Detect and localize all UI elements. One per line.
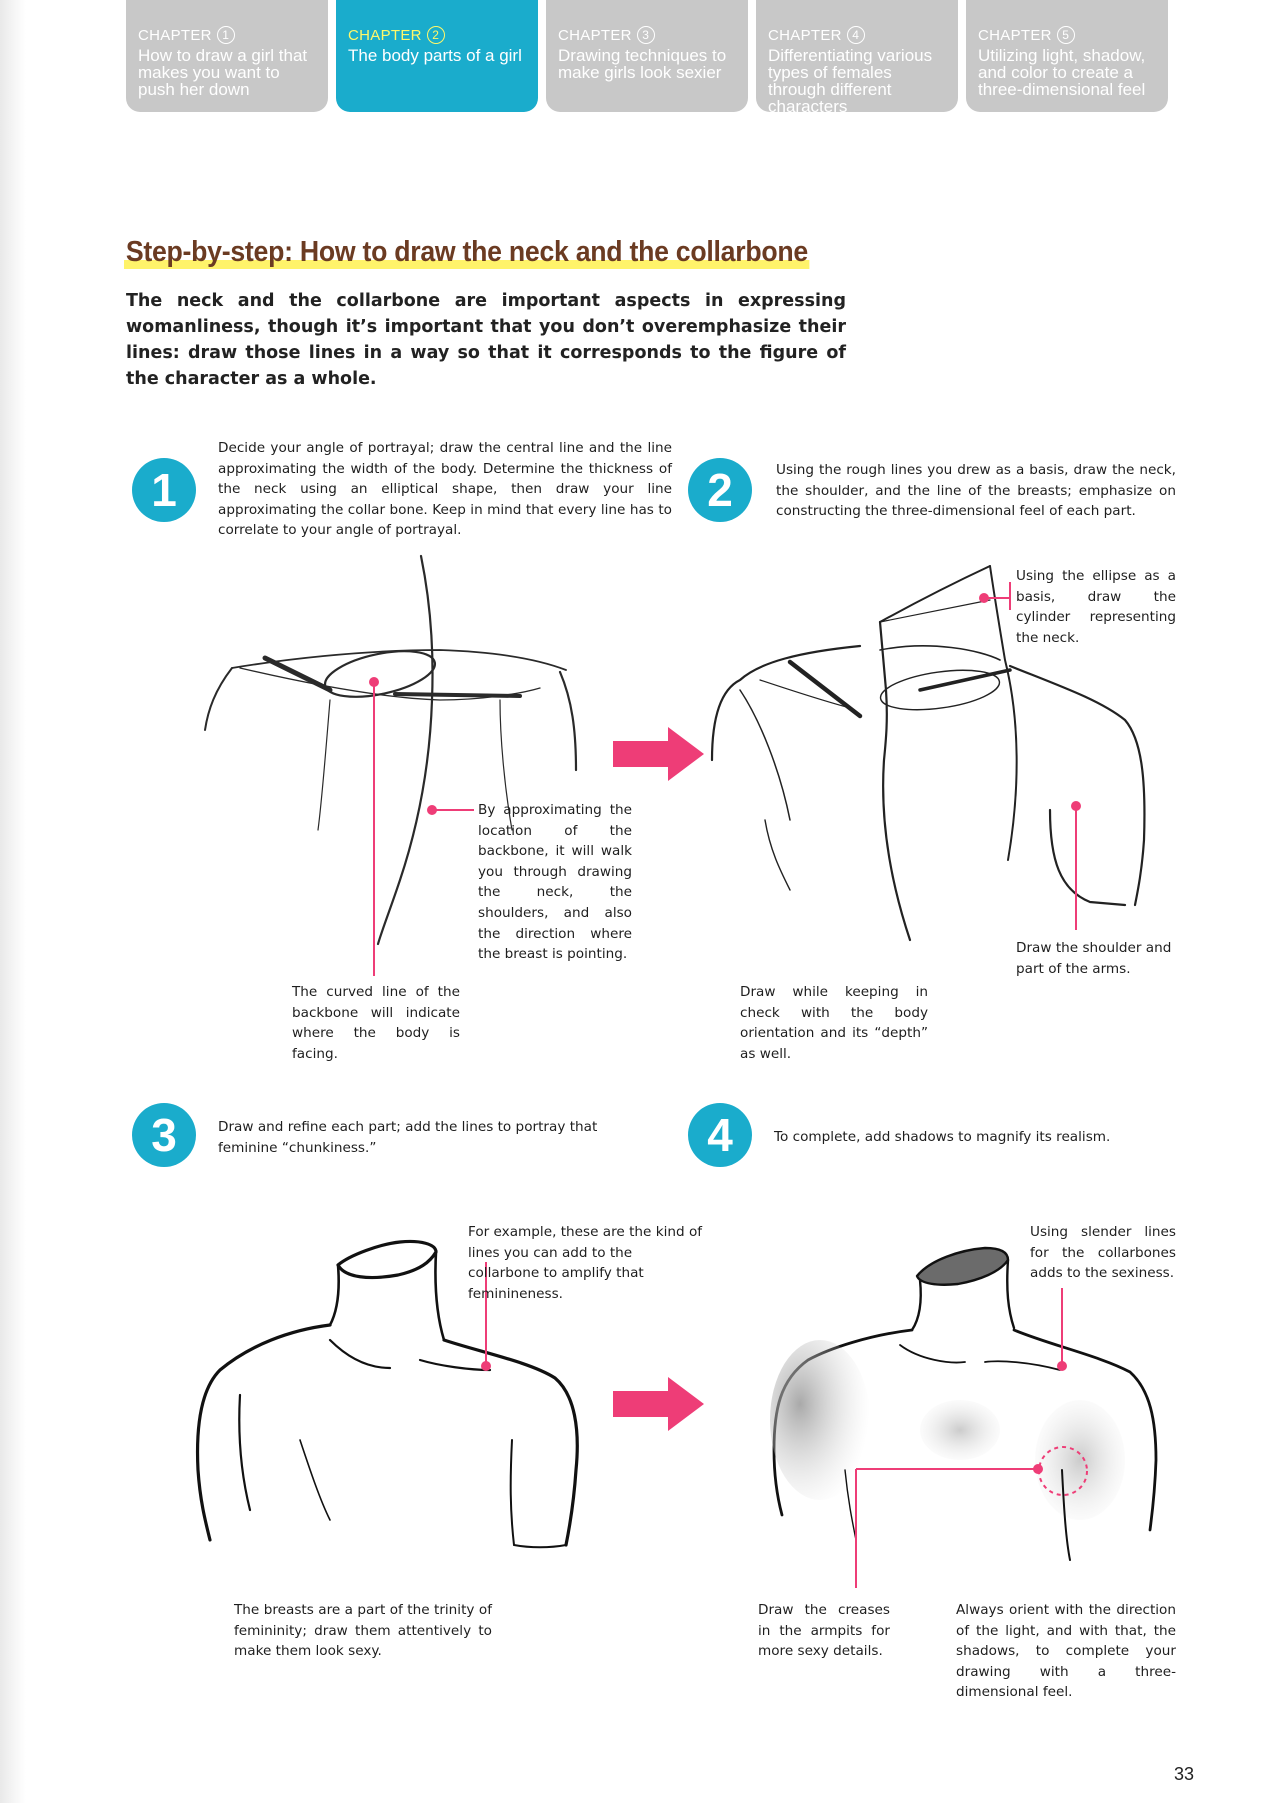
chapter-title: Drawing techniques to make girls look sexier: [558, 46, 727, 82]
chapter-tab-2[interactable]: [336, 0, 538, 112]
chapter-label: CHAPTER 4: [768, 26, 946, 44]
chapter-tab-1[interactable]: [126, 0, 328, 112]
step-1-badge: 1: [132, 458, 196, 522]
step-3-text: Draw and refine each part; add the lines to portray that feminine “chunkiness.”: [218, 1119, 598, 1156]
step-4-text: To complete, add shadows to magnify its realism.: [774, 1129, 1111, 1145]
note-creases: Draw the creases in the armpits for more sexy details.: [758, 1602, 890, 1660]
note-collarbone-lines: For example, these are the kind of lines you can add to the collarbone to amplify that feminineness.: [468, 1224, 703, 1302]
step-4-badge: 4: [688, 1103, 752, 1167]
note-shoulder-arms: Draw the shoulder and part of the arms.: [1016, 940, 1172, 977]
chapter-number: 5: [1057, 26, 1075, 44]
step-2-text: Using the rough lines you drew as a basis, draw the neck, the shoulder, and the line of the breasts; emphasize on constructing the three-dimensional feel of each part.: [776, 462, 1176, 520]
page-number: 33: [1174, 1764, 1195, 1784]
step-2-badge: 2: [688, 458, 752, 522]
note-orientation: Draw while keeping in check with the body orientation and its “depth” as well.: [740, 984, 928, 1062]
note-breasts: The breasts are a part of the trinity of femininity; draw them attentively to make them look sexy.: [234, 1602, 492, 1660]
section-heading: Step-by-step: How to draw the neck and the collarbone: [125, 236, 808, 268]
chapter-label: CHAPTER 3: [558, 26, 736, 44]
arrow-step-1-2: [613, 727, 704, 781]
chapter-label: CHAPTER 1: [138, 26, 316, 44]
chapter-tab-4[interactable]: [756, 0, 958, 116]
chapter-tab-5[interactable]: [966, 0, 1168, 112]
note-backbone-location: By approximating the location of the backbone, it will walk you through drawing the neck, the shoulders, and also the direction where the breast is pointing.: [478, 802, 632, 963]
intro-paragraph: The neck and the collarbone are important aspects in expressing womanliness, though it’s important that you don’t overemphasize their lines: draw those lines in a way so that it corresponds to the figure of the character as a whole.: [126, 291, 846, 389]
chapter-number: 1: [217, 26, 235, 44]
chapter-label: CHAPTER 2: [348, 26, 526, 44]
step-3-badge: 3: [132, 1103, 196, 1167]
callouts: [370, 582, 1087, 1588]
chapter-number: 3: [637, 26, 655, 44]
note-light: Always orient with the direction of the light, and with that, the shadows, to complete your drawing with a three-dimensional feel.: [956, 1602, 1176, 1701]
chapter-title: The body parts of a girl: [348, 46, 522, 65]
note-ellipse-cylinder: Using the ellipse as a basis, draw the cylinder representing the neck.: [1016, 568, 1176, 646]
chapter-tab-3[interactable]: [546, 0, 748, 112]
figure-step-4: [770, 1248, 1156, 1560]
chapter-title: How to draw a girl that makes you want to push her down: [138, 46, 308, 99]
note-curved-line: The curved line of the backbone will indicate where the body is facing.: [292, 984, 460, 1062]
chapter-label: CHAPTER 5: [978, 26, 1156, 44]
arrow-step-3-4: [613, 1377, 704, 1431]
chapter-tabs: [126, 0, 1168, 116]
chapter-number: 4: [847, 26, 865, 44]
chapter-title: Utilizing light, shadow, and color to create a three-dimensional feel: [978, 46, 1146, 99]
chapter-title: Differentiating various types of females through different characters: [768, 46, 933, 116]
note-slender-lines: Using slender lines for the collarbones adds to the sexiness.: [1030, 1224, 1176, 1282]
page-spine-shadow: [0, 0, 26, 1803]
step-1-text: Decide your angle of portrayal; draw the central line and the line approximating the width of the body. Determine the thickness of the neck using an elliptical shape, then draw your line approximating the collar bone. Keep in mind that every line has to correlate to your angle of portrayal.: [218, 440, 672, 539]
chapter-number: 2: [427, 26, 445, 44]
